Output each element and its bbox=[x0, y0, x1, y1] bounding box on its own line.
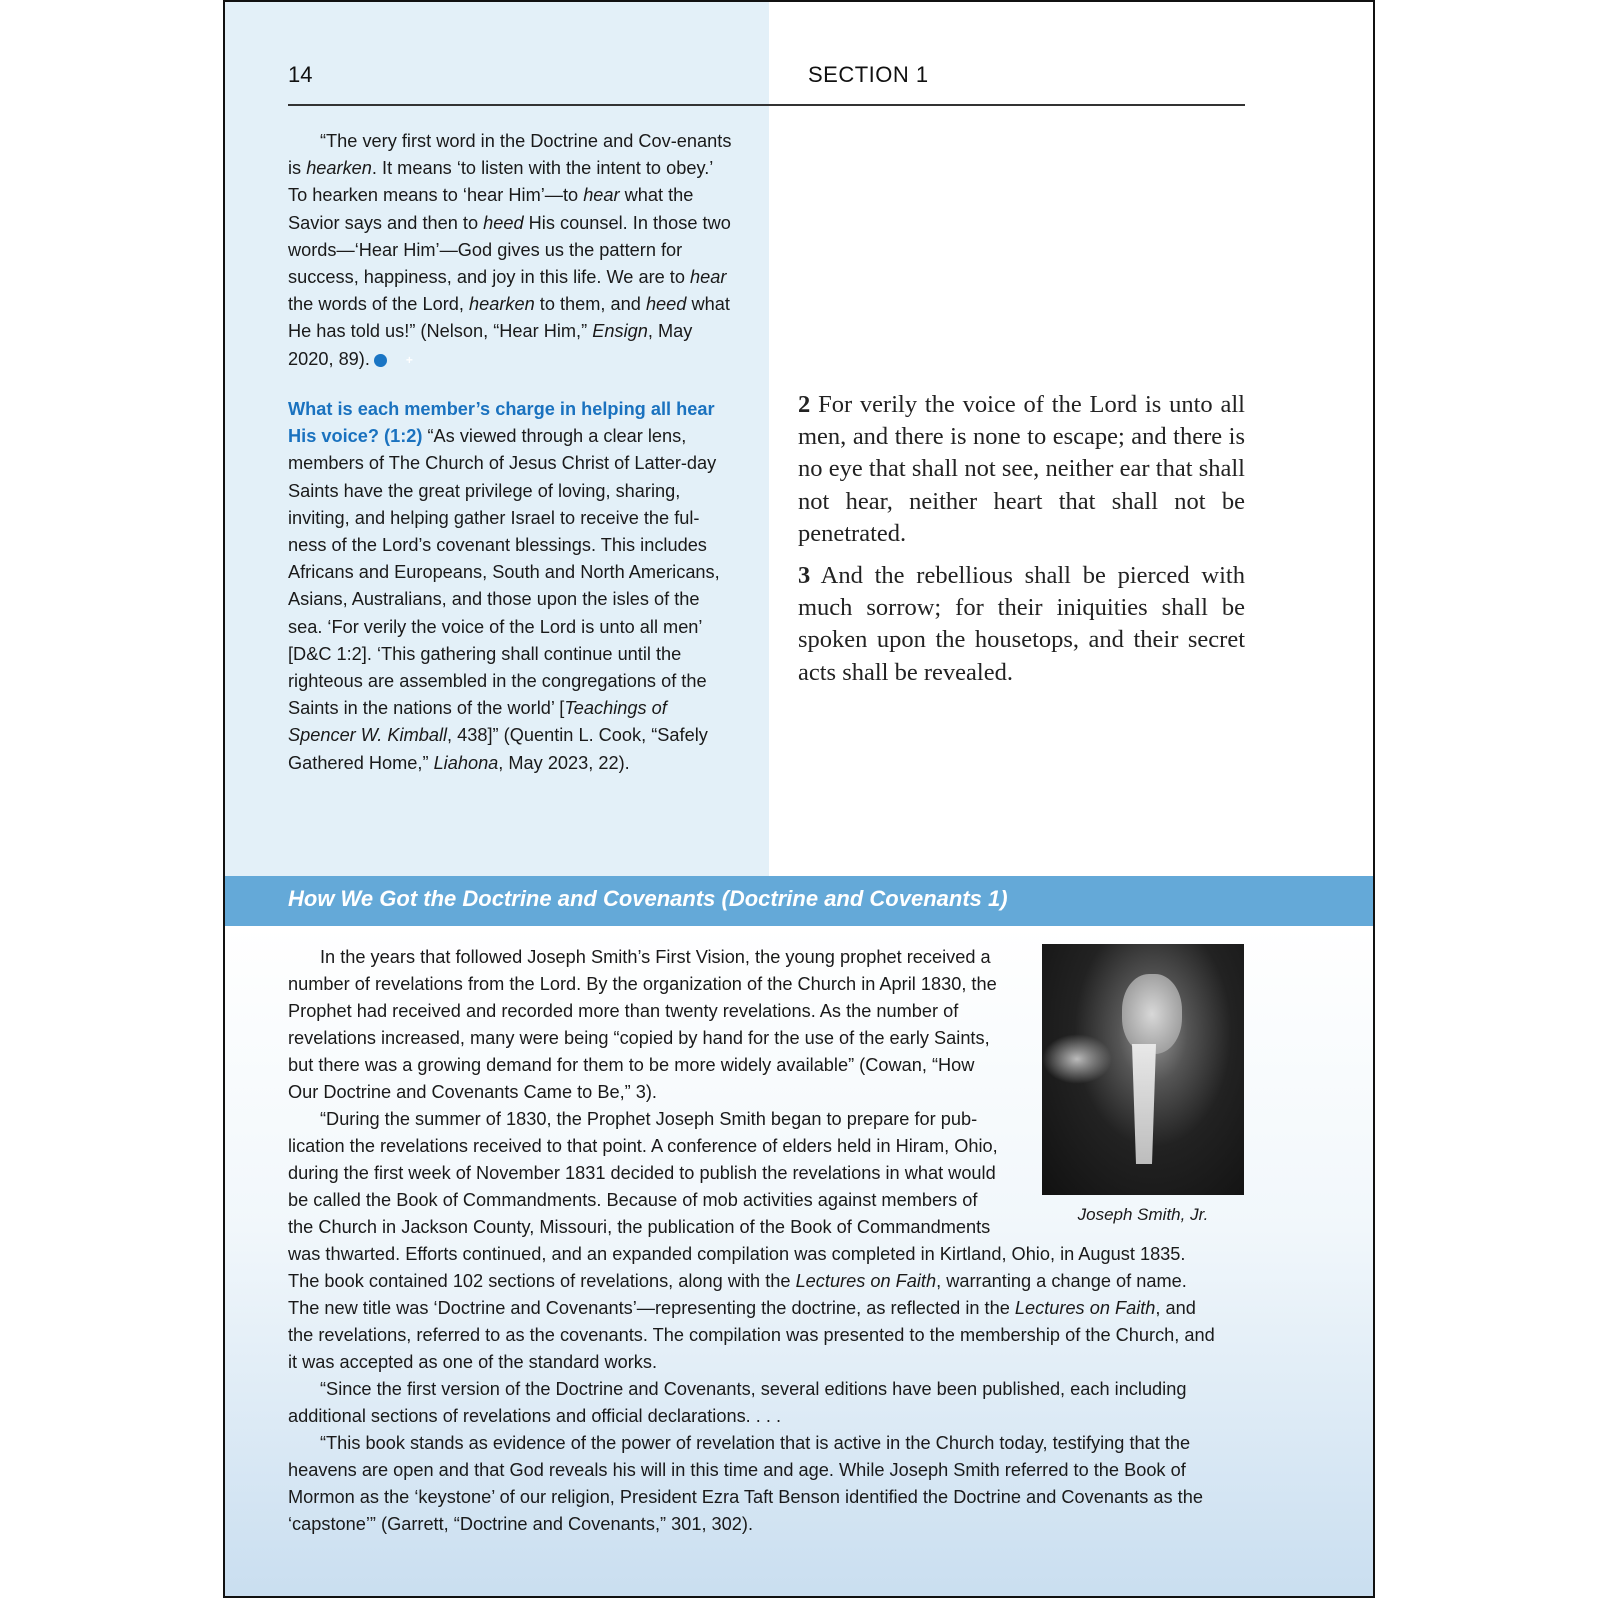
italic-text: heed bbox=[483, 212, 524, 233]
text-run: what He has told us!” (Nelson, “Hear Him,” bbox=[288, 294, 730, 342]
text-run: In the years that followed Joseph Smith’s First Vision, the young prophet received a number of revelations from the Lord. By the organization of the Church in April 1830, the Prophet had received and recorded more than twenty revelations. As the number of revelations increased, many were being “copied by hand for the use of the early Saints, but there was a growing demand for them to be more widely available” (Cowan, “How Our Doctrine and Covenants Came to Be,” 3). bbox=[288, 947, 997, 1102]
italic-text: hear bbox=[583, 185, 620, 206]
italic-text: Ensign bbox=[592, 321, 648, 342]
italic-text: Lectures on Faith bbox=[795, 1271, 937, 1291]
text-run: the words of the Lord, bbox=[288, 294, 469, 315]
text-run: “During the summer of 1830, the Prophet Joseph Smith began to prepare for pub-lication the revelations received to that point. A conference of elders held in Hiram, Ohio, during the first week of November 1831 decided to publish the revelations in what would be called the Book of Commandments. Because of mob activities against members of the Church in Jackson County, Missouri, the publication of the Book of Commandments was thwarted. Efforts continued, and an expanded compilation was completed in Kirtland, Ohio, in August 1835. The book contained 102 sections of revelations, along with the bbox=[288, 1109, 1186, 1291]
history-section bbox=[225, 926, 1373, 1598]
italic-text: Liahona bbox=[433, 752, 499, 773]
body-paragraph bbox=[288, 1376, 1218, 1430]
italic-text: hearken bbox=[306, 158, 372, 179]
text-run: what the Savior says and then to bbox=[288, 185, 694, 233]
question-heading: What is each member’s charge in helping all hear His voice? (1:2) bbox=[288, 399, 715, 447]
question-answer-text bbox=[288, 426, 720, 772]
quote-text bbox=[288, 131, 731, 369]
text-run: , May 2020, 89). bbox=[288, 321, 693, 369]
commentary-question bbox=[288, 396, 734, 777]
history-body bbox=[288, 944, 1218, 1538]
body-paragraph bbox=[288, 1430, 1218, 1538]
plus-circle-icon[interactable]: + bbox=[374, 354, 387, 367]
section-band bbox=[225, 876, 1373, 926]
text-run: , 438]” (Quentin L. Cook, “Safely Gathered Home,” bbox=[288, 725, 708, 773]
book-page bbox=[223, 0, 1375, 1598]
verse-3 bbox=[798, 560, 1245, 689]
text-run: “Since the first version of the Doctrine and Covenants, several editions have been published, each including additional sections of revelations and official declarations. . . . bbox=[288, 1379, 1187, 1426]
nelson-quote-paragraph bbox=[288, 128, 734, 373]
italic-text: Lectures on Faith bbox=[1014, 1298, 1156, 1318]
text-run: “This book stands as evidence of the power of revelation that is active in the Church today, testifying that the heavens are open and that God reveals his will in this time and age. While Joseph Smith referred to the Book of Mormon as the ‘keystone’ of our religion, President Ezra Taft Benson identified the Doctrine and Covenants as the ‘capstone’” (Garrett, “Doctrine and Covenants,” 301, 302). bbox=[288, 1433, 1203, 1534]
verse-2 bbox=[798, 389, 1245, 550]
italic-text: hear bbox=[690, 267, 727, 288]
page-number: 14 bbox=[288, 62, 313, 87]
verse-number: 2 bbox=[798, 391, 811, 418]
figure-caption: Joseph Smith, Jr. bbox=[1077, 1205, 1209, 1224]
section-heading: SECTION 1 bbox=[808, 62, 929, 87]
text-run: to them, and bbox=[534, 294, 646, 315]
italic-text: heed bbox=[645, 294, 687, 315]
text-run: , May 2023, 22). bbox=[498, 752, 630, 773]
text-run: His counsel. In those two words—‘Hear Him’—God gives us the pattern for success, happiness, and joy in this life. We are to bbox=[288, 212, 731, 288]
header-divider bbox=[288, 104, 1245, 106]
text-run: “The very first word in the Doctrine and Cov-enants is bbox=[288, 131, 732, 179]
scripture-verses bbox=[798, 389, 1245, 699]
text-run: , and the revelations, referred to as the covenants. The compilation was presented to the membership of the Church, and it was accepted as one of the standard works. bbox=[288, 1298, 1215, 1372]
text-run: . It means ‘to listen with the intent to obey.’ To hearken means to ‘hear Him’—to bbox=[288, 158, 713, 206]
text-run: “As viewed through a clear lens, members of The Church of Jesus Christ of Latter-day Saints have the great privilege of loving, sharing, inviting, and helping gather Israel to receive the ful-ness of the Lord’s covenant blessings. This includes Africans and Europeans, South and North Americans, Asians, Australians, and those upon the isles of the sea. ‘For verily the voice of the Lord is unto all men’ [D&C 1:2]. ‘This gathering shall continue until the righteous are assembled in the congregations of the Saints in the nations of the world’ [ bbox=[288, 426, 720, 719]
italic-text: Teachings of Spencer W. Kimball bbox=[288, 698, 667, 746]
portrait-image bbox=[1042, 944, 1244, 1195]
italic-text: hearken bbox=[468, 294, 535, 315]
portrait-figure bbox=[1042, 944, 1244, 1228]
verse-number: 3 bbox=[798, 562, 811, 590]
band-title: How We Got the Doctrine and Covenants (Doctrine and Covenants 1) bbox=[288, 886, 1008, 911]
text-run: , warranting a change of name. The new title was ‘Doctrine and Covenants’—representing the doctrine, as reflected in the bbox=[288, 1271, 1187, 1318]
verse-text: And the rebellious shall be pierced with much sorrow; for their iniquities shall be spoken upon the housetops, and their secret acts shall be revealed. bbox=[798, 562, 1245, 686]
verse-text: For verily the voice of the Lord is unto all men, and there is none to escape; and there is no eye that shall not see, neither ear that shall not hear, neither heart that shall not be penetrated. bbox=[798, 391, 1245, 547]
